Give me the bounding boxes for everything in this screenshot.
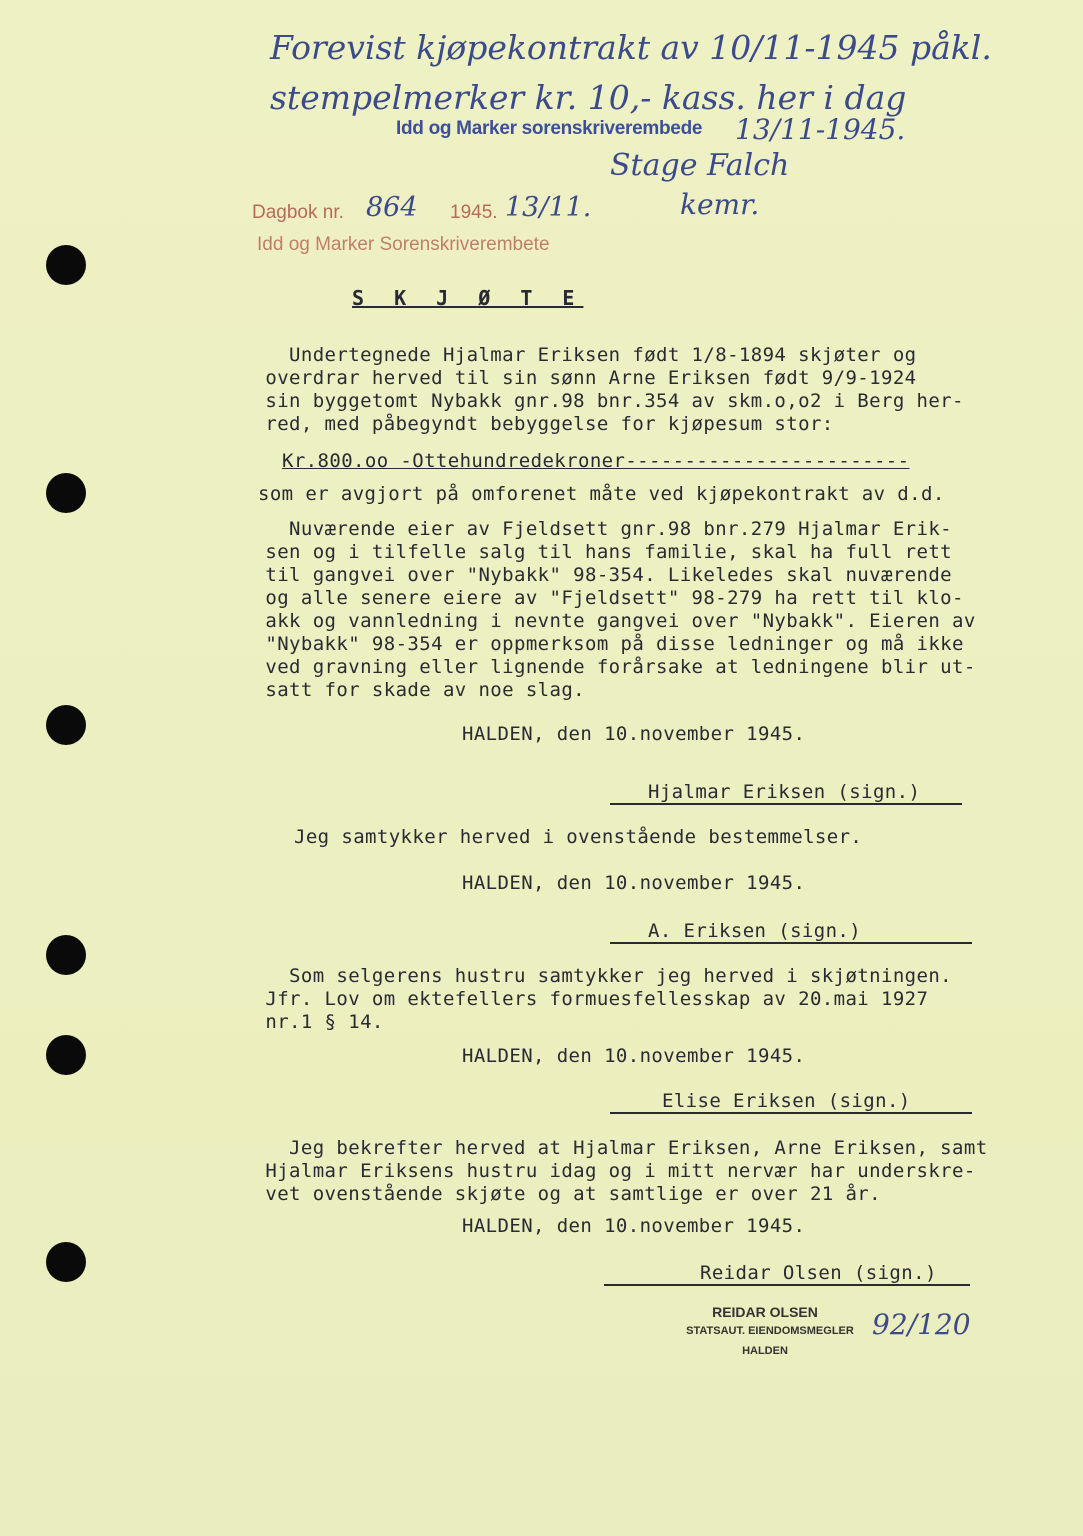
confirm-line: Jeg bekrefter herved at Hjalmar Eriksen, Arne Eriksen, samt [218, 1137, 988, 1159]
agent-stamp-title: STATSAUT. EIENDOMSMEGLER [686, 1325, 854, 1337]
office-stamp-top: Idd og Marker sorenskriverembede [396, 118, 703, 139]
date-line: HALDEN, den 10.november 1945. [462, 872, 806, 894]
date-line: HALDEN, den 10.november 1945. [462, 1045, 806, 1067]
body-line: sen og i tilfelle salg til hans familie, skal ha full rett [218, 541, 953, 563]
punch-hole [46, 1242, 86, 1282]
body-line: overdrar herved til sin sønn Arne Eriksen født 9/9-1924 [218, 367, 917, 389]
punch-hole [46, 245, 86, 285]
consent-line: Som selgerens hustru samtykker jeg herved i skjøtningen. [218, 965, 953, 987]
dagbok-year: 1945. [450, 202, 498, 223]
punch-hole [46, 473, 86, 513]
consent-line: Jfr. Lov om ektefellers formuesfellesskap av 20.mai 1927 [218, 988, 929, 1010]
consent-line: Jeg samtykker herved i ovenstående bestemmelser. [294, 826, 863, 848]
signature-rule [610, 942, 972, 944]
document-title: S K J Ø T E [352, 286, 584, 310]
body-line: akk og vannledning i nevnte gangvei over "Nybakk". Eieren av [218, 610, 976, 632]
signature-rule [610, 803, 962, 805]
punch-hole [46, 1035, 86, 1075]
punch-hole [46, 705, 86, 745]
signature-rule [610, 1112, 972, 1114]
body-line: sin byggetomt Nybakk gnr.98 bnr.354 av skm.o,o2 i Berg her- [218, 390, 964, 412]
date-line: HALDEN, den 10.november 1945. [462, 1215, 806, 1237]
amount-line: Kr.800.oo -Ottehundredekroner------------------------ [282, 450, 910, 472]
amount-description: som er avgjort på omforenet måte ved kjøpekontrakt av d.d. [258, 483, 945, 505]
confirm-line: Hjalmar Eriksens hustru idag og i mitt nervær har underskre- [218, 1160, 976, 1182]
signature-reidar: Reidar Olsen (sign.) [700, 1262, 937, 1284]
agent-stamp-city: HALDEN [742, 1345, 788, 1357]
body-line: Nuværende eier av Fjeldsett gnr.98 bnr.279 Hjalmar Erik- [218, 518, 953, 540]
body-line: og alle senere eiere av "Fjeldsett" 98-279 ha rett til klo- [218, 587, 964, 609]
handwritten-note-line1: Forevist kjøpekontrakt av 10/11-1945 påkl. [270, 28, 992, 67]
agent-stamp-name: REIDAR OLSEN [712, 1304, 818, 1320]
body-line: satt for skade av noe slag. [218, 679, 586, 701]
dagbok-date: 13/11. [505, 192, 592, 223]
confirm-line: vet ovenstående skjøte og at samtlige er over 21 år. [218, 1183, 881, 1205]
handwritten-signature: Stage Falch [610, 148, 790, 183]
body-line: "Nybakk" 98-354 er oppmerksom på disse ledninger og må ikke [218, 633, 964, 655]
body-line: Undertegnede Hjalmar Eriksen født 1/8-1894 skjøter og [218, 344, 917, 366]
signature-elise: Elise Eriksen (sign.) [662, 1090, 911, 1112]
punch-hole [46, 935, 86, 975]
consent-line: nr.1 § 14. [218, 1011, 384, 1033]
handwritten-note-date: 13/11-1945. [735, 113, 906, 146]
date-line: HALDEN, den 10.november 1945. [462, 723, 806, 745]
body-line: til gangvei over "Nybakk" 98-354. Likeledes skal nuværende [218, 564, 953, 586]
body-line: red, med påbegyndt bebyggelse for kjøpesum stor: [218, 413, 834, 435]
body-line: ved gravning eller lignende forårsake at ledningene blir ut- [218, 656, 976, 678]
signature-rule [604, 1284, 970, 1286]
handwritten-signature-title: kemr. [680, 188, 760, 221]
dagbok-label: Dagbok nr. [252, 202, 344, 223]
handwritten-note-line2: stempelmerker kr. 10,- kass. her i dag [270, 78, 907, 117]
dagbok-number: 864 [366, 192, 418, 223]
handwritten-margin-ref: 92/120 [872, 1308, 971, 1341]
signature-arne: A. Eriksen (sign.) [648, 920, 862, 942]
office-stamp-red: Idd og Marker Sorenskriverembete [257, 234, 550, 255]
signature-hjalmar: Hjalmar Eriksen (sign.) [648, 781, 921, 803]
